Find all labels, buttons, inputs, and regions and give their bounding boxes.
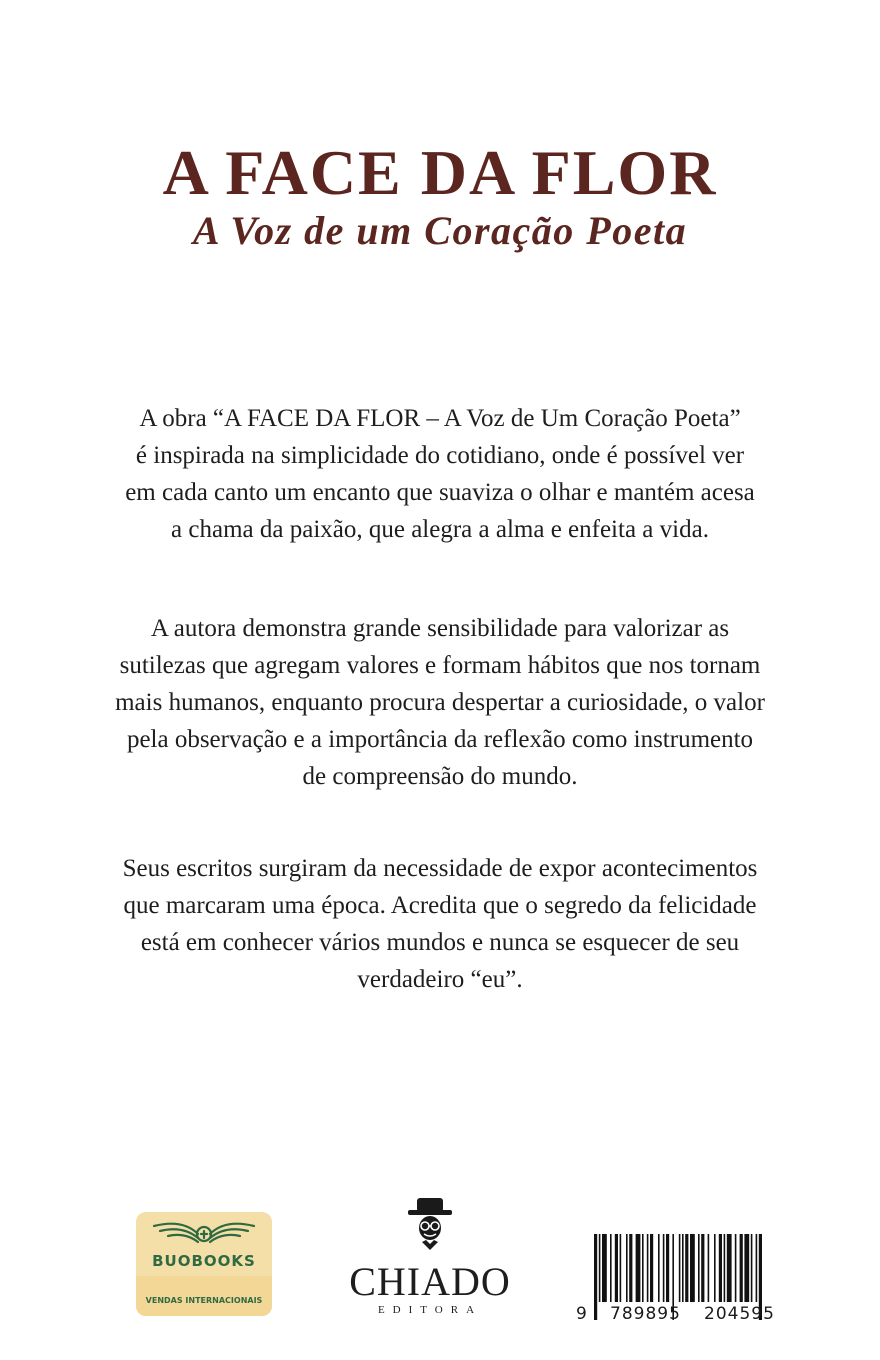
text-line: sutilezas que agregam valores e formam hábitos que nos tornam xyxy=(119,652,761,679)
barcode-bar xyxy=(724,1234,726,1302)
chiado-logo xyxy=(340,1198,520,1328)
barcode-bar xyxy=(740,1234,743,1302)
barcode-bar xyxy=(610,1234,612,1302)
barcode-bar xyxy=(615,1234,618,1302)
barcode-bar xyxy=(701,1234,704,1302)
barcode-bar xyxy=(679,1234,681,1302)
barcode-bar xyxy=(719,1234,722,1302)
synopsis-paragraph-2 xyxy=(90,610,790,795)
barcode-bar xyxy=(626,1234,628,1302)
text-line: A autora demonstra grande sensibilidade para valorizar as xyxy=(150,615,730,642)
buobooks-tagline: VENDAS INTERNACIONAIS xyxy=(145,1296,263,1305)
barcode-bar xyxy=(599,1234,601,1302)
text-line: é inspirada na simplicidade do cotidiano, onde é possível ver xyxy=(135,442,745,469)
chiado-name: CHIADO xyxy=(349,1259,511,1304)
text-line: verdadeiro “eu”. xyxy=(357,966,523,993)
barcode-bar xyxy=(629,1234,632,1302)
barcode-bar xyxy=(594,1234,597,1320)
text-line: pela observação e a importância da reflexão como instrumento xyxy=(126,726,754,753)
barcode-bar xyxy=(708,1234,710,1302)
owl-wings-icon xyxy=(148,1216,260,1246)
synopsis-paragraph-1 xyxy=(90,400,790,548)
barcode-bar xyxy=(647,1234,649,1302)
text-line: em cada canto um encanto que suaviza o olhar e mantém acesa xyxy=(125,479,755,506)
barcode-bar xyxy=(682,1234,684,1302)
barcode-bar xyxy=(751,1234,753,1302)
barcode-bar xyxy=(658,1234,660,1302)
text-line: que marcaram uma época. Acredita que o segredo da felicidade xyxy=(123,892,757,919)
barcode-bar xyxy=(666,1234,669,1302)
barcode-digits-lead: 9 xyxy=(576,1304,588,1324)
barcode-bar xyxy=(690,1234,695,1302)
text-line: a chama da paixão, que alegra a alma e enfeita a vida. xyxy=(171,516,709,543)
barcode-bar xyxy=(744,1234,749,1302)
text-line: Seus escritos surgiram da necessidade de expor acontecimentos xyxy=(122,855,758,882)
text-line: está em conhecer vários mundos e nunca se esquecer de seu xyxy=(140,929,740,956)
barcode-bar xyxy=(756,1234,758,1302)
barcode-bar xyxy=(735,1234,737,1302)
barcode-bar xyxy=(663,1234,665,1302)
poet-figure-icon xyxy=(404,1198,456,1258)
barcode-digits-left: 789895 xyxy=(610,1304,681,1324)
text-line: mais humanos, enquanto procura despertar a curiosidade, o valor xyxy=(115,689,765,716)
buobooks-logo xyxy=(136,1212,272,1316)
barcode-digits-right: 204595 xyxy=(704,1304,775,1324)
barcode-bar xyxy=(602,1234,607,1302)
buobooks-name: BUOBOOKS xyxy=(152,1252,256,1270)
book-title: A FACE DA FLOR xyxy=(162,137,718,208)
barcode-bar xyxy=(714,1234,716,1302)
text-line: de compreensão do mundo. xyxy=(302,763,578,790)
text-line: A obra “A FACE DA FLOR – A Voz de Um Coração Poeta” xyxy=(139,405,741,432)
isbn-barcode xyxy=(576,1232,798,1330)
synopsis-paragraph-3 xyxy=(90,850,790,998)
barcode-bar xyxy=(650,1234,653,1302)
chiado-sub: EDITORA xyxy=(377,1304,483,1316)
barcode-bar xyxy=(685,1234,688,1302)
barcode-bar xyxy=(698,1234,700,1302)
barcode-bar xyxy=(620,1234,622,1302)
book-subtitle: A Voz de um Coração Poeta xyxy=(192,208,688,253)
barcode-bar xyxy=(642,1234,644,1302)
barcode-bar xyxy=(727,1234,732,1302)
barcode-bar xyxy=(636,1234,641,1302)
